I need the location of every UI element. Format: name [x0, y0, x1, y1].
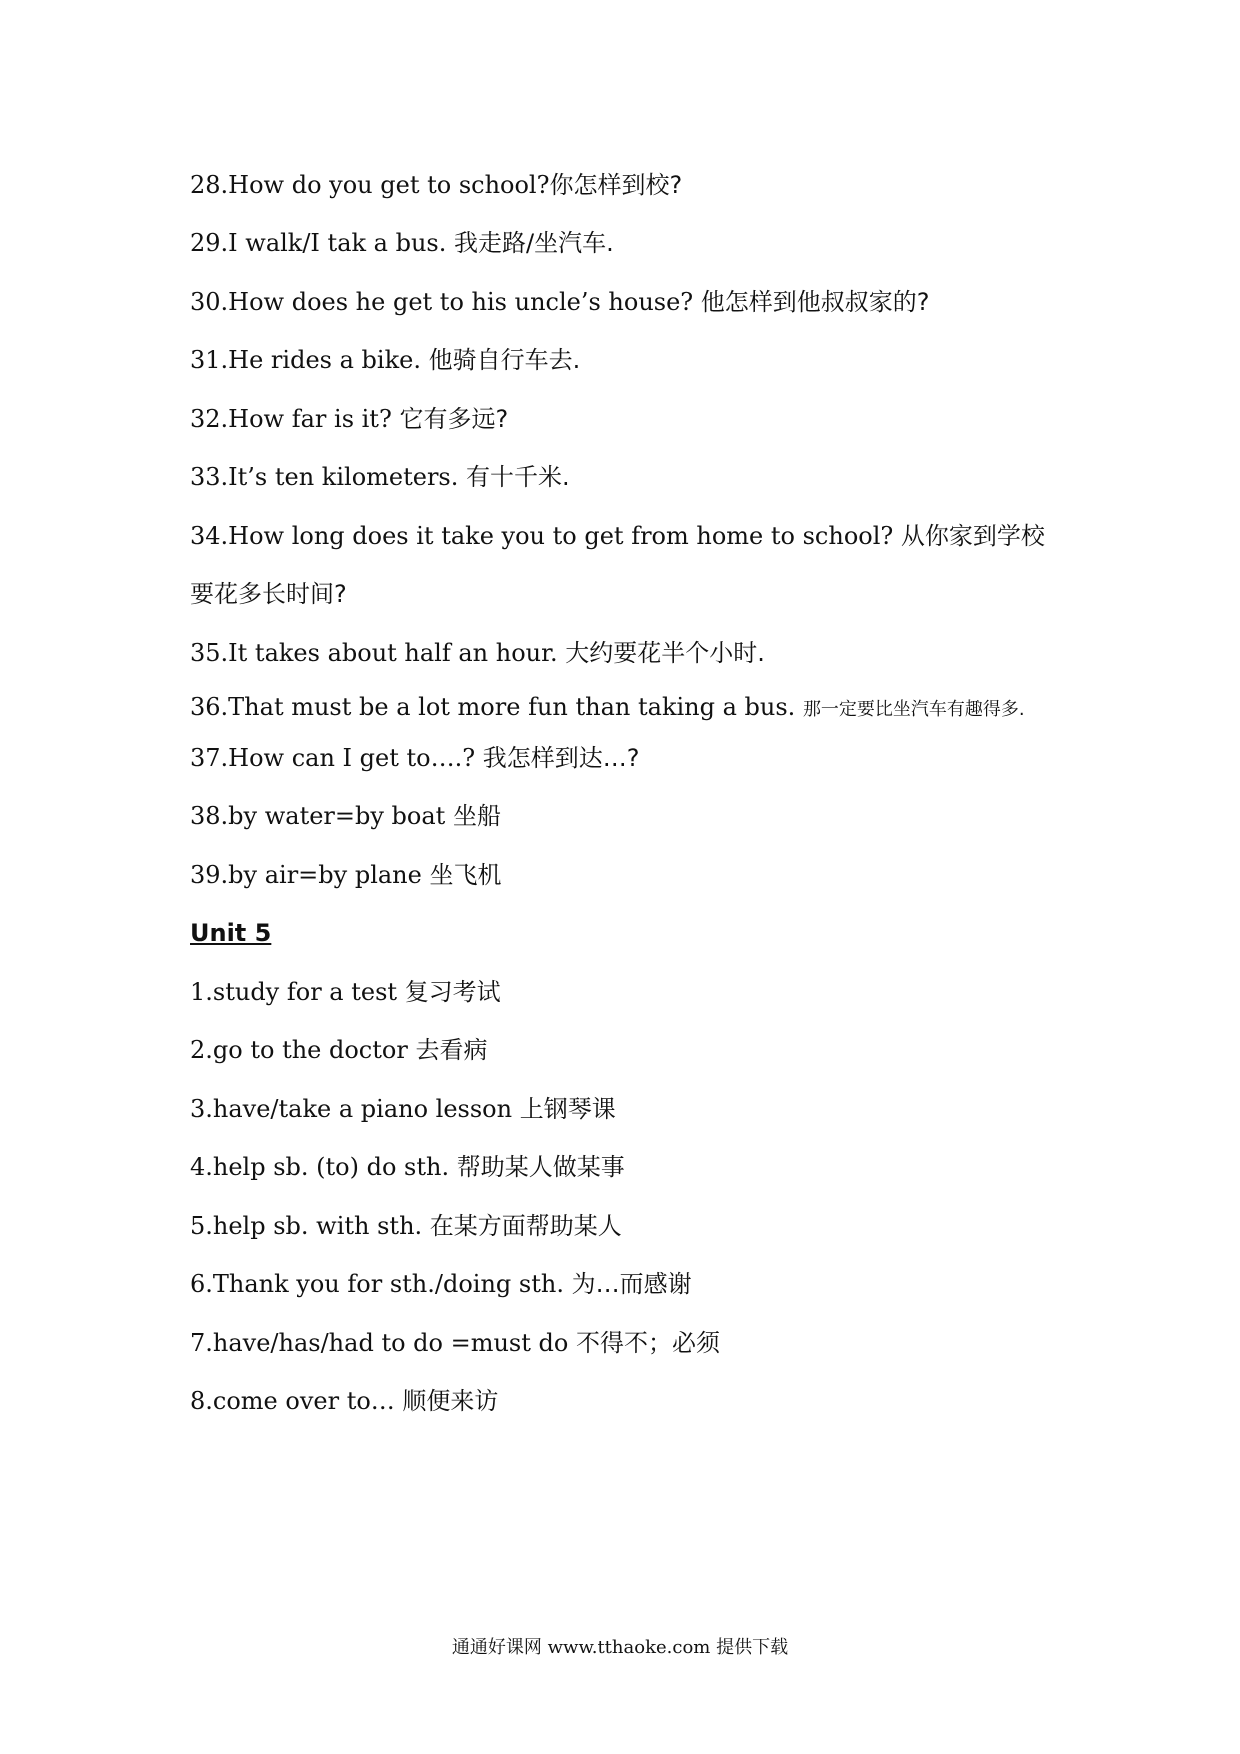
phrase-line-35: 35.It takes about half an hour. 大约要花半个小时. [190, 639, 765, 667]
phrase-line-39: 39.by air=by plane 坐飞机 [190, 861, 502, 889]
phrase-line-33: 33.It’s ten kilometers. 有十千米. [190, 463, 570, 491]
phrase-line-29: 29.I walk/I tak a bus. 我走路/坐汽车. [190, 229, 614, 257]
unit5-line-4: 4.help sb. (to) do sth. 帮助某人做某事 [190, 1153, 625, 1181]
phrase-line-34: 34.How long does it take you to get from home to school? 从你家到学校 [190, 522, 1045, 550]
unit5-line-1: 1.study for a test 复习考试 [190, 978, 501, 1006]
unit-heading: Unit 5 [190, 919, 272, 947]
phrase-line-28: 28.How do you get to school?你怎样到校? [190, 171, 683, 199]
unit5-line-5: 5.help sb. with sth. 在某方面帮助某人 [190, 1212, 622, 1240]
unit5-line-8: 8.come over to… 顺便来访 [190, 1387, 499, 1415]
phrase-line-37: 37.How can I get to….? 我怎样到达…? [190, 744, 640, 772]
unit5-line-3: 3.have/take a piano lesson 上钢琴课 [190, 1095, 616, 1123]
phrase-line-36: 36.That must be a lot more fun than taking a bus. 那一定要比坐汽车有趣得多. [190, 693, 1025, 721]
unit5-line-6: 6.Thank you for sth./doing sth. 为…而感谢 [190, 1270, 692, 1298]
phrase-line-31: 31.He rides a bike. 他骑自行车去. [190, 346, 581, 374]
page-footer: 通通好课网 www.tthaoke.com 提供下载 [451, 1637, 789, 1658]
phrase-line-38: 38.by water=by boat 坐船 [190, 802, 501, 830]
phrase-line-30: 30.How does he get to his uncle’s house? 他怎样到他叔叔家的? [190, 288, 930, 316]
phrase-line-32: 32.How far is it? 它有多远? [190, 405, 509, 433]
unit5-line-7: 7.have/has/had to do =must do 不得不；必须 [190, 1329, 720, 1357]
unit5-line-2: 2.go to the doctor 去看病 [190, 1036, 488, 1064]
phrase-line-34-cont: 要花多长时间? [190, 580, 347, 608]
